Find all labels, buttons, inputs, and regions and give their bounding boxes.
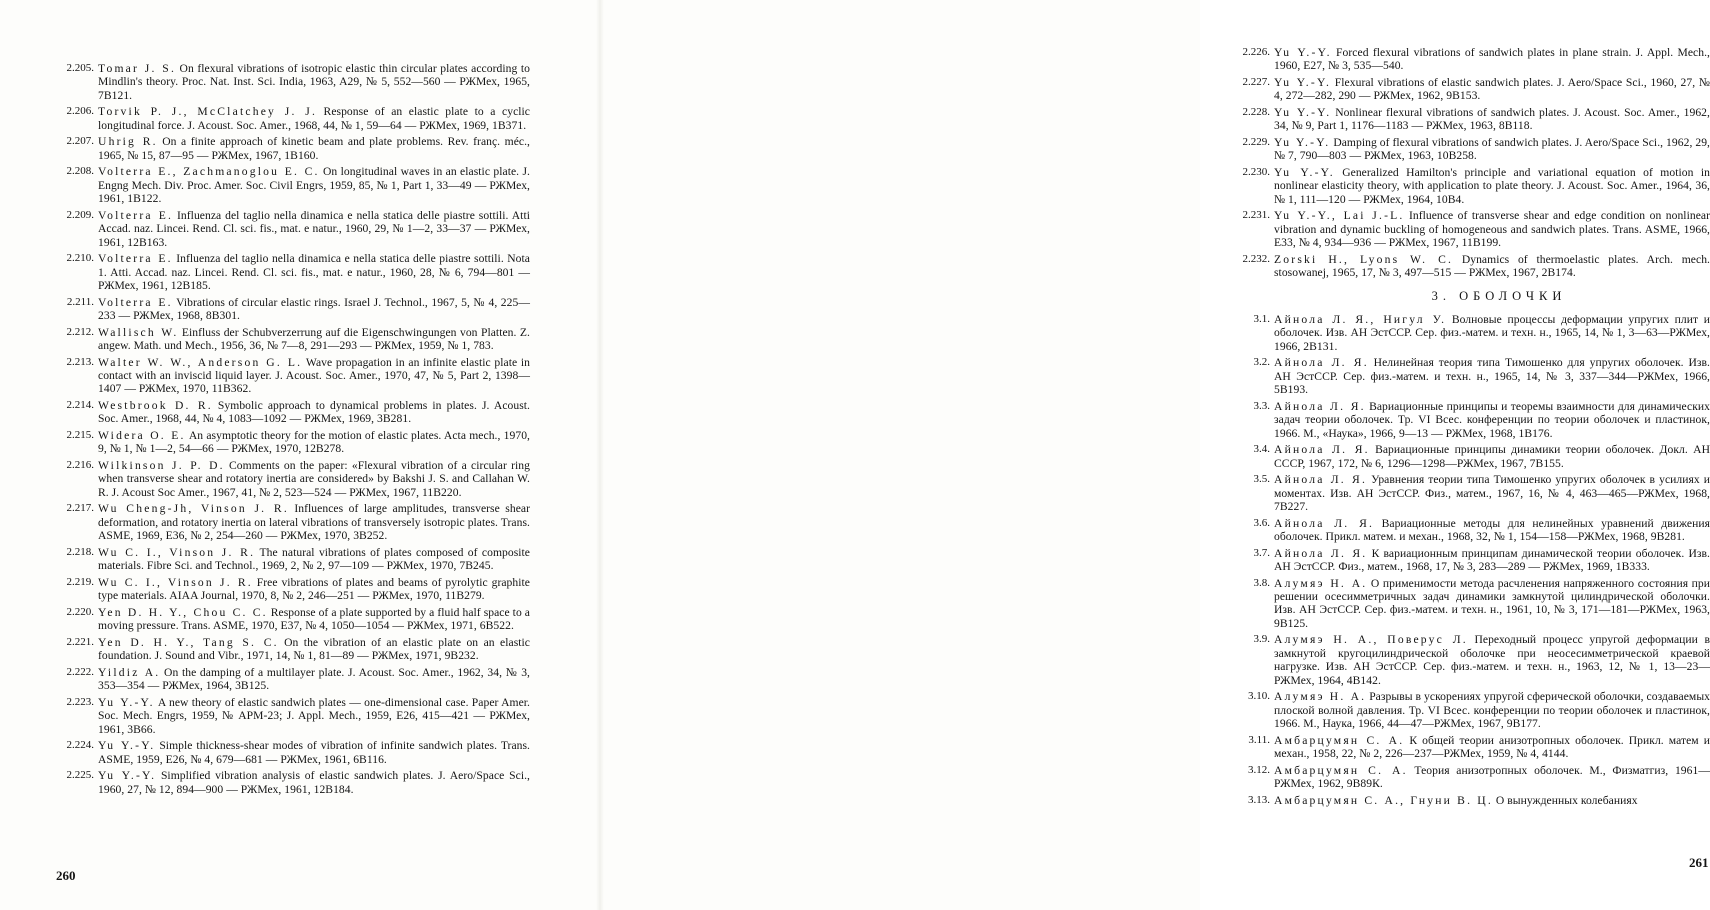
- bibliography-entry: [1228, 633, 1710, 687]
- entry-author: Айнола Л. Я.: [1274, 356, 1369, 370]
- entry-author: Wu Cheng-Jh, Vinson J. R.: [98, 502, 289, 516]
- bibliography-entry: [1228, 517, 1710, 544]
- entry-text: Damping of flexural vibrations of sandwich plates. J. Aero/Space Sci., 1962, 29, № 7, 790—803 — РЖМех, 1963, 10В258.: [1274, 136, 1710, 163]
- entry-number: 2.222.: [66, 665, 94, 678]
- page-number: 261: [1689, 855, 1709, 870]
- entry-number: 2.213.: [66, 355, 94, 368]
- entry-number: 2.225.: [66, 769, 94, 782]
- bibliography-entry: [1228, 734, 1710, 761]
- bibliography-entry: [52, 105, 530, 132]
- entry-text: О применимости метода расчленения напряженного состояния при решении осесимметричных задач динамики замкнутой цилиндрической оболочки. Изв. АН ЭстССР. Сер. физ.-матем. и техн. н., 1961, 10, № 3, 171—181—РЖМех, 1963, 9В125.: [1274, 576, 1710, 630]
- bibliography-entry: [1228, 577, 1710, 631]
- entry-author: Westbrook D. R.: [98, 399, 213, 413]
- bibliography-entry: [1228, 253, 1710, 280]
- entry-number: 3.11.: [1248, 733, 1270, 746]
- entry-author: Айнола Л. Я.: [1274, 516, 1375, 530]
- entry-author: Yu Y.-Y.: [1274, 106, 1332, 119]
- bibliography-entry: [1228, 400, 1710, 440]
- entry-text: Influences of large amplitudes, transverse shear deformation, and rotatory inertia on lateral vibrations of transversely isotropic plates. Trans. ASME, 1969, E36, № 2, 254—260 — РЖМех, 1970, 3В252.: [98, 502, 530, 543]
- bibliography-entry: [52, 429, 530, 456]
- entry-author: Yu Y.-Y.: [1274, 166, 1335, 179]
- entry-number: 2.216.: [66, 459, 94, 472]
- entry-number: 3.13.: [1248, 793, 1270, 806]
- entry-text: Vibrations of circular elastic rings. Israel J. Technol., 1967, 5, № 4, 225—233 — РЖМех, 1968, 8В301.: [98, 295, 530, 323]
- entry-author: Wilkinson J. P. D.: [98, 459, 225, 473]
- bibliography-entry: [1228, 209, 1710, 249]
- entry-author: Yu Y.-Y.: [98, 769, 157, 783]
- bibliography-entry: [1228, 76, 1710, 103]
- entry-author: Yen D. H. Y., Chou C. C.: [98, 605, 268, 619]
- entry-text: On longitudinal waves in an elastic plate. J. Engng Mech. Div. Proc. Amer. Soc. Civil Engrs, 1959, 85, № 1, Part 1, 33—49 — РЖМех, 1961, 1В122.: [98, 165, 530, 206]
- entries-bottom: [1228, 313, 1710, 807]
- entry-text: Вариационные методы для нелинейных уравнений движения оболочек. Прикл. матем. и механ., 1968, 32, № 1, 154—158—РЖМех, 1968, 9В281.: [1274, 516, 1710, 544]
- entry-number: 3.1.: [1253, 313, 1270, 326]
- entry-text: Разрывы в ускорениях упругой сферической оболочки, создаваемых плоской волной давления. Тр. VI Всес. конференции по теории оболочек и пластинок, 1966. М., Наука, 1966, 44—47—РЖМех, 1967, 9В177.: [1274, 690, 1710, 731]
- bibliography-entry: [52, 165, 530, 205]
- entry-text: К общей теории анизотропных оболочек. Прикл. матем и механ., 1958, 22, № 2, 226—237—РЖМех, 1959, № 4, 4144.: [1274, 733, 1710, 761]
- entry-number: 2.218.: [66, 545, 94, 558]
- entry-text: Теория анизотропных оболочек. М., Физматгиз, 1961—РЖМех, 1962, 9В89К.: [1274, 763, 1710, 791]
- entry-number: 2.212.: [66, 325, 94, 338]
- entry-text: Influenza del taglio nella dinamica e nella statica delle piastre sottili. Nota 1. Atti. Accad. naz. Lincei. Rend. Cl. sci. fis., mat. e natur., 1960, 28, № 6, 794—801 — РЖМех, 1961, 12В185.: [98, 252, 530, 293]
- entry-number: 3.12.: [1248, 763, 1270, 776]
- entry-author: Wallisch W.: [98, 325, 179, 339]
- entry-number: 2.224.: [66, 739, 94, 752]
- entry-author: Алумяэ Н. А.: [1274, 576, 1368, 590]
- entry-number: 3.7.: [1253, 546, 1270, 559]
- entry-author: Volterra E.: [98, 208, 174, 222]
- bibliography-entry: [52, 576, 530, 603]
- entry-text: О вынужденных колебаниях: [1495, 793, 1638, 807]
- entry-text: Нелинейная теория типа Тимошенко для упругих оболочек. Изв. АН ЭстССР. Сер. физ.-матем. и техн. н., 1965, 14, № 3, 337—344—РЖМех, 1966, 5В193.: [1274, 356, 1710, 397]
- bibliography-entry: [1228, 106, 1710, 133]
- entry-text: Response of an elastic plate to a cyclic longitudinal force. J. Acoust. Soc. Amer., 1968, 44, № 1, 59—64 — РЖМех, 1969, 1В371.: [98, 105, 530, 132]
- entry-text: К вариационным принципам динамической теории оболочек. Изв. АН ЭстССР. Физ., матем., 1968, 17, № 3, 283—289 — РЖМех, 1969, 1В333.: [1274, 546, 1710, 574]
- bibliography-entry: [52, 62, 530, 102]
- entry-author: Tomar J. S.: [98, 62, 177, 75]
- bibliography-entry: [1228, 313, 1710, 353]
- entry-number: 2.226.: [1242, 46, 1270, 58]
- entry-text: Вариационные принципы динамики теории оболочек. Докл. АН СССР, 1967, 172, № 6, 1296—1298—РЖМех, 1967, 7В155.: [1274, 443, 1710, 470]
- bibliography-entry: [1228, 166, 1710, 206]
- entry-number: 3.9.: [1253, 633, 1270, 646]
- left-column: [52, 62, 530, 799]
- bibliography-entry: [52, 399, 530, 426]
- entry-text: On the damping of a multilayer plate. J. Acoust. Soc. Amer., 1962, 34, № 3, 353—354 — РЖМех, 1964, 3В125.: [98, 665, 530, 693]
- entry-author: Амбарцумян С. А.: [1274, 763, 1408, 777]
- entry-text: Comments on the paper: «Flexural vibration of a circular ring when transverse shear and rotatory inertia are considered» by Bakshi J. S. and Callahan W. R. J. Acoust Soc Amer., 1967, 41, № 2, 523—524 — РЖМех, 1967, 11В220.: [98, 459, 530, 499]
- bibliography-entry: [52, 666, 530, 693]
- entry-text: A new theory of elastic sandwich plates — one-dimensional case. Paper Amer. Soc. Mech. Engrs, 1959, № APM-23; J. Appl. Mech., 1959, E26, 415—421 — РЖМех, 1961, 3В66.: [98, 695, 530, 736]
- entry-author: Yu Y.-Y., Lai J.-L.: [1274, 209, 1405, 223]
- page-number: 260: [56, 868, 76, 883]
- entry-text: Dynamics of thermoelastic plates. Arch. mech. stosowanej, 1965, 17, № 3, 497—515 — РЖМех, 1967, 2В174.: [1274, 252, 1710, 280]
- bibliography-entry: [1228, 473, 1710, 513]
- entry-author: Volterra E., Zachmanoglou E. C.: [98, 165, 320, 179]
- entry-number: 2.229.: [1242, 136, 1270, 148]
- entry-text: On the vibration of an elastic plate on an elastic foundation. J. Sound and Vibr., 1971, 14, № 1, 81—89 — РЖМех, 1971, 9В232.: [98, 635, 530, 663]
- entry-author: Torvik P. J., McClatchey J. J.: [98, 105, 318, 119]
- bibliography-entry: [1228, 46, 1710, 73]
- entry-author: Wu C. I., Vinson J. R.: [98, 545, 256, 559]
- entry-number: 2.208.: [66, 165, 94, 178]
- bibliography-entry: [52, 636, 530, 663]
- section-title: 3. ОБОЛОЧКИ: [1431, 288, 1567, 303]
- entry-number: 3.8.: [1253, 576, 1270, 589]
- entry-number: 2.205.: [66, 62, 94, 74]
- bibliography-entry: [1228, 690, 1710, 730]
- entry-number: 2.209.: [66, 208, 94, 221]
- entry-number: 2.220.: [66, 605, 94, 618]
- entry-text: Переходный процесс упругой деформации в замкнутой кругоцилиндрической оболочке при неосесимметрической краевой нагрузке. Изв. АН ЭстССР. Сер. физ.-матем. и техн. н., 1963, 12, № 1, 13—23—РЖМех, 1964, 4В142.: [1274, 633, 1710, 687]
- entry-author: Yu Y.-Y.: [1274, 76, 1332, 89]
- entry-text: Response of a plate supported by a fluid half space to a moving pressure. Trans. ASME, 1970, E37, № 4, 1050—1054 — РЖМех, 1971, 6В522.: [98, 605, 530, 633]
- entry-text: Flexural vibrations of elastic sandwich plates. J. Aero/Space Sci., 1960, 27, № 4, 272—282, 290 — РЖМех, 1962, 9В153.: [1274, 76, 1710, 103]
- entry-number: 3.10.: [1248, 690, 1270, 703]
- entry-number: 2.219.: [66, 575, 94, 588]
- entry-text: On a finite approach of kinetic beam and plate problems. Rev. franç. méc., 1965, № 15, 87—95 — РЖМех, 1967, 1В160.: [98, 135, 530, 162]
- entry-number: 3.4.: [1253, 443, 1270, 456]
- entry-text: An asymptotic theory for the motion of elastic plates. Acta mech., 1970, 9, № 1, № 1—2, 54—66 — РЖМех, 1970, 12В278.: [98, 429, 531, 456]
- entry-number: 2.221.: [66, 635, 94, 648]
- entry-author: Алумяэ Н. А., Поверус Л.: [1274, 633, 1468, 647]
- entry-text: Simple thickness-shear modes of vibration of infinite sandwich plates. Trans. ASME, 1959, E26, № 4, 679—681 — РЖМех, 1961, 6В116.: [98, 739, 531, 766]
- entry-number: 2.230.: [1242, 166, 1270, 178]
- entry-number: 3.2.: [1253, 356, 1270, 369]
- entry-author: Айнола Л. Я.: [1274, 443, 1370, 457]
- entry-text: Influence of transverse shear and edge condition on nonlinear vibration and dynamic buckling of homogeneous and sandwich plates. Trans. ASME, 1966, E33, № 4, 934—936 — РЖМех, 1967, 11В199.: [1274, 209, 1710, 250]
- entry-author: Yen D. H. Y., Tang S. C.: [98, 635, 279, 649]
- entry-number: 2.227.: [1242, 76, 1270, 88]
- entry-text: Nonlinear flexural vibrations of sandwich plates. J. Acoust. Soc. Amer., 1962, 34, № 9, Part 1, 1176—1183 — РЖМех, 1963, 8В118.: [1274, 106, 1710, 133]
- entry-author: Алумяэ Н. А.: [1274, 690, 1367, 704]
- entry-author: Айнола Л. Я.: [1274, 546, 1368, 560]
- bibliography-entry: [52, 696, 530, 736]
- entry-text: Einfluss der Schubverzerrung auf die Eigenschwingungen von Platten. Z. angew. Math. und Mech., 1956, 36, № 7—8, 291—293 — РЖМех, 1959, № 1, 783.: [98, 325, 530, 353]
- bibliography-entry: [52, 356, 530, 396]
- bibliography-entry: [52, 209, 530, 249]
- entry-author: Widera O. E.: [98, 429, 186, 443]
- entry-author: Амбарцумян С. А.: [1274, 733, 1405, 747]
- entry-author: Амбарцумян С. А., Гнуни В. Ц.: [1274, 793, 1493, 807]
- entry-author: Айнола Л. Я.: [1274, 399, 1366, 413]
- bibliography-entry: [1228, 443, 1710, 470]
- entry-text: Free vibrations of plates and beams of pyrolytic graphite type materials. AIAA Journal, 1970, 8, № 2, 246—251 — РЖМех, 1970, 11В279.: [98, 575, 530, 603]
- entry-number: 2.228.: [1242, 106, 1270, 118]
- entry-number: 2.231.: [1242, 209, 1270, 222]
- entry-author: Walter W. W., Anderson G. L.: [98, 355, 303, 369]
- entry-text: Symbolic approach to dynamical problems in plates. J. Acoust. Soc. Amer., 1968, 44, № 4, 1083—1092 — РЖМех, 1969, 3В281.: [98, 399, 530, 426]
- entry-author: Uhrig R.: [98, 135, 158, 149]
- bibliography-entry: [1228, 547, 1710, 574]
- entry-number: 2.211.: [66, 295, 94, 308]
- entry-number: 2.223.: [66, 695, 94, 708]
- entry-number: 2.207.: [66, 135, 94, 148]
- entry-author: Wu C. I., Vinson J. R.: [98, 575, 253, 589]
- entry-text: Уравнения теории типа Тимошенко упругих оболочек в усилиях и моментах. Изв. АН ЭстССР. Физ., матем., 1967, 16, № 4, 463—465—РЖМех, 1968, 7В227.: [1274, 473, 1710, 514]
- entries-top: [1228, 46, 1710, 280]
- bibliography-entry: [52, 769, 530, 796]
- bibliography-entry: [52, 546, 530, 573]
- bibliography-entry: [52, 606, 530, 633]
- bibliography-entry: [52, 502, 530, 542]
- entry-author: Айнола Л. Я.: [1274, 473, 1368, 487]
- entry-author: Yu Y.-Y.: [1274, 136, 1331, 149]
- entry-number: 2.217.: [66, 502, 94, 515]
- entry-text: Волновые процессы деформации упругих плит и оболочек. Изв. АН ЭстССР. Сер. физ.-матем. и техн. н., 1965, 14, № 1, 3—63—РЖМех, 1966, 2В131.: [1274, 313, 1710, 353]
- entry-text: Simplified vibration analysis of elastic sandwich plates. J. Aero/Space Sci., 1960, 27, № 12, 894—900 — РЖМех, 1961, 12В184.: [98, 769, 530, 796]
- entry-text: Вариационные принципы и теоремы взаимности для динамических задач теории оболочек. Тр. VI Всес. конференции по теории оболочек и пластинок, 1966. М., «Наука», 1966, 9—13 — РЖМех, 1968, 1В176.: [1274, 399, 1710, 440]
- entry-number: 3.3.: [1253, 399, 1270, 412]
- bibliography-entry: [1228, 136, 1710, 163]
- entry-author: Volterra E.: [98, 295, 173, 309]
- bibliography-entry: [52, 296, 530, 323]
- entry-author: Yu Y.-Y.: [98, 739, 156, 753]
- entry-number: 3.6.: [1253, 516, 1270, 529]
- entry-author: Yu Y.-Y.: [98, 695, 155, 709]
- entry-number: 2.206.: [66, 105, 94, 118]
- entry-number: 2.210.: [66, 252, 94, 265]
- entry-number: 2.232.: [1242, 252, 1270, 265]
- right-page: [600, 0, 1710, 910]
- entry-number: 2.215.: [66, 429, 94, 442]
- right-column: [1228, 46, 1710, 810]
- entry-number: 2.214.: [66, 399, 94, 412]
- entry-text: Wave propagation in an infinite elastic plate in contact with an inviscid liquid layer. J. Acoust. Soc. Amer., 1970, 47, № 5, Part 2, 1398—1407 — РЖМех, 1970, 11В362.: [98, 355, 530, 396]
- bibliography-entry: [1228, 794, 1710, 807]
- entry-author: Yu Y.-Y.: [1274, 46, 1332, 59]
- entry-text: On flexural vibrations of isotropic elastic thin circular plates according to Mindlin's theory. Proc. Nat. Inst. Sci. India, 1963, A29, № 5, 552—560 — РЖМех, 1965, 7В121.: [98, 62, 530, 102]
- bibliography-entry: [52, 135, 530, 162]
- entry-text: Influenza del taglio nella dinamica e nella statica delle piastre sottili. Atti Accad. naz. Lincei. Rend. Cl. sci. fis., mat. e natur., 1960, 29, № 1—2, 33—37 — РЖМех, 1961, 12В163.: [98, 208, 530, 249]
- bibliography-entry: [52, 739, 530, 766]
- left-page: [0, 0, 600, 910]
- entry-text: The natural vibrations of plates composed of composite materials. Fibre Sci. and Technol., 1969, 2, № 2, 97—109 — РЖМех, 1970, 7В245.: [98, 545, 531, 573]
- entry-author: Volterra E.: [98, 252, 173, 266]
- bibliography-entry: [1228, 764, 1710, 791]
- bibliography-entry: [52, 326, 530, 353]
- entry-text: Generalized Hamilton's principle and variational equation of motion in nonlinear elasticity theory, with application to plate theory. J. Acoust. Soc. Amer., 1964, 36, № 1, 111—120 — РЖМех, 1964, 10В4.: [1274, 166, 1710, 206]
- entry-author: Zorski H., Lyons W. C.: [1274, 252, 1454, 266]
- entry-text: Forced flexural vibrations of sandwich plates in plane strain. J. Appl. Mech., 1960, E27, № 3, 535—540.: [1274, 46, 1710, 73]
- bibliography-entry: [52, 252, 530, 292]
- bibliography-entry: [1228, 356, 1710, 396]
- bibliography-entry: [52, 459, 530, 499]
- entry-author: Айнола Л. Я., Нигул У.: [1274, 313, 1447, 327]
- entry-number: 3.5.: [1253, 473, 1270, 486]
- entry-author: Yildiz A.: [98, 665, 161, 679]
